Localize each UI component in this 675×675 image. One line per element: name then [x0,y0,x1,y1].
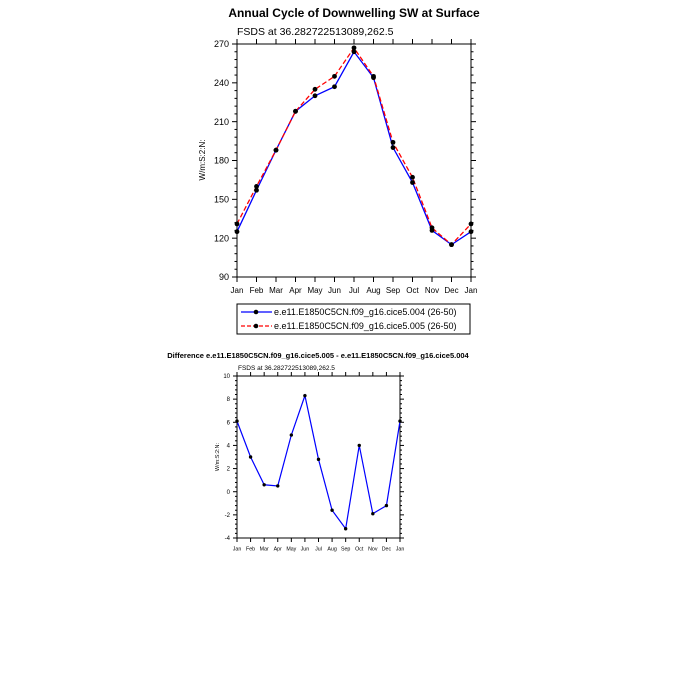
chart1-xtick-label: Nov [424,286,440,295]
chart1-ytick-label: 120 [213,233,229,244]
chart1-series-2-point [235,222,240,227]
chart1-series [235,45,474,247]
chart2-xtick-label: May [286,546,297,553]
chart2-xtick-label: Jan [395,546,405,553]
chart2-series-1-point [317,458,320,461]
legend-label-series-1: e.e11.E1850C5CN.f09_g16.cice5.004 (26-50) [274,307,457,317]
chart2-xtick-label: Jul [315,546,322,553]
chart-annual-cycle [198,6,480,334]
chart1-series-1-line [237,52,471,245]
chart2-xtick-label: Mar [259,546,269,553]
chart1-xtick-label: Feb [249,286,264,295]
chart1-axes [214,39,477,295]
chart2-xtick-label: Feb [246,546,256,553]
chart2-series-1-point [249,455,252,458]
chart1-xtick-label: Aug [366,286,381,295]
chart2-series-1-point [262,483,265,486]
chart1-ytick-label: 90 [218,272,229,283]
chart1-xtick-label: Apr [289,286,302,295]
chart1-ytick-label: 240 [213,77,229,88]
chart2-series-1-point [235,419,238,422]
chart1-xtick-label: Jul [348,286,360,295]
chart2-xtick-label: Sep [340,546,351,553]
chart2-series-1-point [330,509,333,512]
chart1-ytick-label: 150 [213,194,229,205]
chart2-axes [223,372,404,552]
chart1-series-2-point [313,87,318,92]
chart1-series-2-point [332,74,337,79]
chart1-title: Annual Cycle of Downwelling SW at Surface [228,6,480,20]
chart1-series-2-point [274,148,279,153]
chart2-ytick-label: -4 [224,536,230,543]
chart2-series-1-point [385,504,388,507]
legend-marker-series-2 [254,324,259,329]
chart1-legend [237,304,470,334]
chart1-series-2-point [254,184,259,189]
chart1-xtick-label: Mar [269,286,283,295]
chart1-series-2-point [391,140,396,145]
chart2-ytick-label: 6 [226,420,230,427]
chart2-xtick-label: Jun [300,546,310,553]
chart2-xtick-label: Nov [368,546,378,553]
chart2-subtitle: FSDS at 36.282722513089,262.5 [238,365,335,372]
chart2-series-1-line [237,396,400,529]
chart1-series-2-point [293,109,298,114]
chart-difference [167,351,469,552]
chart2-xtick-label: Oct [355,546,364,553]
chart1-xtick-label: May [307,286,323,295]
chart1-ytick-label: 180 [213,155,229,166]
chart2-ytick-label: 10 [223,374,230,381]
chart2-series [235,394,401,530]
chart1-ytick-label: 270 [213,39,229,50]
chart2-series-1-point [371,512,374,515]
chart1-xtick-label: Jan [230,286,244,295]
chart2-xtick-label: Dec [381,546,392,553]
chart1-series-2-point [430,225,435,230]
chart1-series-1-point [410,180,415,185]
chart1-series-2-point [352,45,357,50]
chart1-series-2-point [449,242,454,247]
chart1-series-1-point [235,229,240,234]
chart1-series-2-line [237,48,471,245]
chart2-series-1-point [276,484,279,487]
chart2-ytick-label: 2 [226,466,230,473]
legend-marker-series-1 [254,310,259,315]
chart2-ytick-label: 4 [226,443,230,450]
chart1-subtitle: FSDS at 36.282722513089,262.5 [237,26,394,38]
chart1-series-1-point [332,84,337,89]
chart2-xtick-label: Apr [273,546,282,553]
chart2-ytick-label: 0 [226,489,230,496]
chart1-xtick-label: Jun [328,286,341,295]
chart1-ylabel: W/m:S:2:N: [198,139,207,181]
chart2-series-1-point [344,527,347,530]
chart2-ylabel: W/m:S:2:N: [215,442,221,472]
chart2-xtick-label: Jan [232,546,242,553]
chart1-xtick-label: Jan [464,286,478,295]
chart2-series-1-point [358,444,361,447]
chart2-series-1-point [303,394,306,397]
chart2-xtick-label: Aug [327,546,337,553]
chart1-series-1-point [313,93,318,98]
chart1-xtick-label: Dec [444,286,459,295]
chart1-ytick-label: 210 [213,116,229,127]
chart2-ytick-label: -2 [224,512,230,519]
chart1-plot-frame [237,44,471,277]
chart2-title: Difference e.e11.E1850C5CN.f09_g16.cice5.005 - e.e11.E1850C5CN.f09_g16.cice5.004 [167,351,469,360]
chart2-series-1-point [290,433,293,436]
chart1-series-2-point [469,222,474,227]
legend-label-series-2: e.e11.E1850C5CN.f09_g16.cice5.005 (26-50) [274,321,457,331]
chart1-xtick-label: Oct [406,286,419,295]
chart1-series-2-point [410,175,415,180]
chart1-xtick-label: Sep [385,286,401,295]
chart1-series-1-point [469,229,474,234]
chart2-series-1-point [398,419,401,422]
chart2-ytick-label: 8 [226,397,230,404]
chart1-series-1-point [391,145,396,150]
chart1-series-2-point [371,74,376,79]
